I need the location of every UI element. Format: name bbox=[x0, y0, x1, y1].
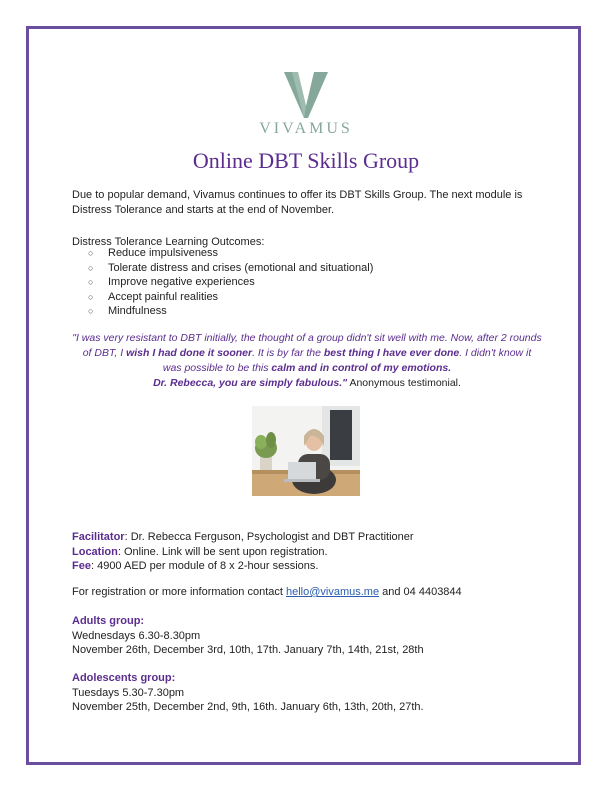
facilitator-photo bbox=[252, 406, 360, 496]
circle-bullet-icon: ○ bbox=[88, 262, 94, 273]
adolescents-group bbox=[72, 671, 552, 715]
intro-paragraph: Due to popular demand, Vivamus continues to offer its DBT Skills Group. The next module is Distress Tolerance and starts at the end of November. bbox=[72, 189, 523, 216]
adolescents-group-heading: Adolescents group: bbox=[72, 672, 176, 684]
brand-name: VIVAMUS bbox=[259, 120, 353, 137]
photo-illustration bbox=[252, 406, 360, 496]
testimonial-quote: "I was very resistant to DBT initially, the thought of a group didn't sit well with me. Now, after 2 rounds of DBT, I wish I had done it sooner. It is by far the best thing I have ever done. I didn't know it was possible to be this calm and in control of my emotions. Dr. Rebecca, you are simply fabulous." Anonymous testimonial. bbox=[72, 332, 542, 389]
testimonial-attribution: Anonymous testimonial. bbox=[347, 377, 461, 389]
outcomes-heading: Distress Tolerance Learning Outcomes: bbox=[72, 236, 265, 248]
list-item: ○ Reduce impulsiveness bbox=[88, 247, 219, 259]
vivamus-logo bbox=[256, 72, 356, 136]
list-item: ○ Accept painful realities bbox=[88, 290, 219, 303]
list-item: ○ Mindfulness bbox=[88, 305, 167, 317]
circle-bullet-icon: ○ bbox=[88, 277, 94, 287]
v-logo-icon bbox=[284, 72, 328, 118]
list-item: ○ Tolerate distress and crises (emotional and situational) bbox=[88, 261, 374, 274]
facilitator-line: Facilitator: Dr. Rebecca Ferguson, Psychologist and DBT Practitioner bbox=[72, 531, 414, 543]
list-item: ○ Improve negative experiences bbox=[88, 276, 255, 288]
adolescents-group-dates: November 25th, December 2nd, 9th, 16th. January 6th, 13th, 20th, 27th. bbox=[72, 701, 424, 713]
details-block bbox=[72, 530, 552, 574]
adults-group-dates: November 26th, December 3rd, 10th, 17th. January 7th, 14th, 21st, 28th bbox=[72, 644, 424, 656]
contact-line: For registration or more information contact hello@vivamus.me and 04 4403844 bbox=[72, 586, 462, 598]
outcomes-list bbox=[88, 246, 373, 319]
fee-line: Fee: 4900 AED per module of 8 x 2-hour sessions. bbox=[72, 560, 319, 572]
circle-bullet-icon: ○ bbox=[88, 306, 94, 316]
page-title: Online DBT Skills Group bbox=[192, 148, 420, 173]
adolescents-group-time: Tuesdays 5.30-7.30pm bbox=[72, 686, 185, 699]
location-line: Location: Online. Link will be sent upon registration. bbox=[72, 545, 328, 558]
email-link[interactable]: hello@vivamus.me bbox=[285, 586, 380, 598]
circle-bullet-icon: ○ bbox=[88, 248, 94, 258]
adults-group bbox=[72, 614, 552, 658]
circle-bullet-icon: ○ bbox=[88, 291, 94, 302]
adults-group-time: Wednesdays 6.30-8.30pm bbox=[72, 629, 201, 642]
adults-group-heading: Adults group: bbox=[72, 615, 145, 627]
